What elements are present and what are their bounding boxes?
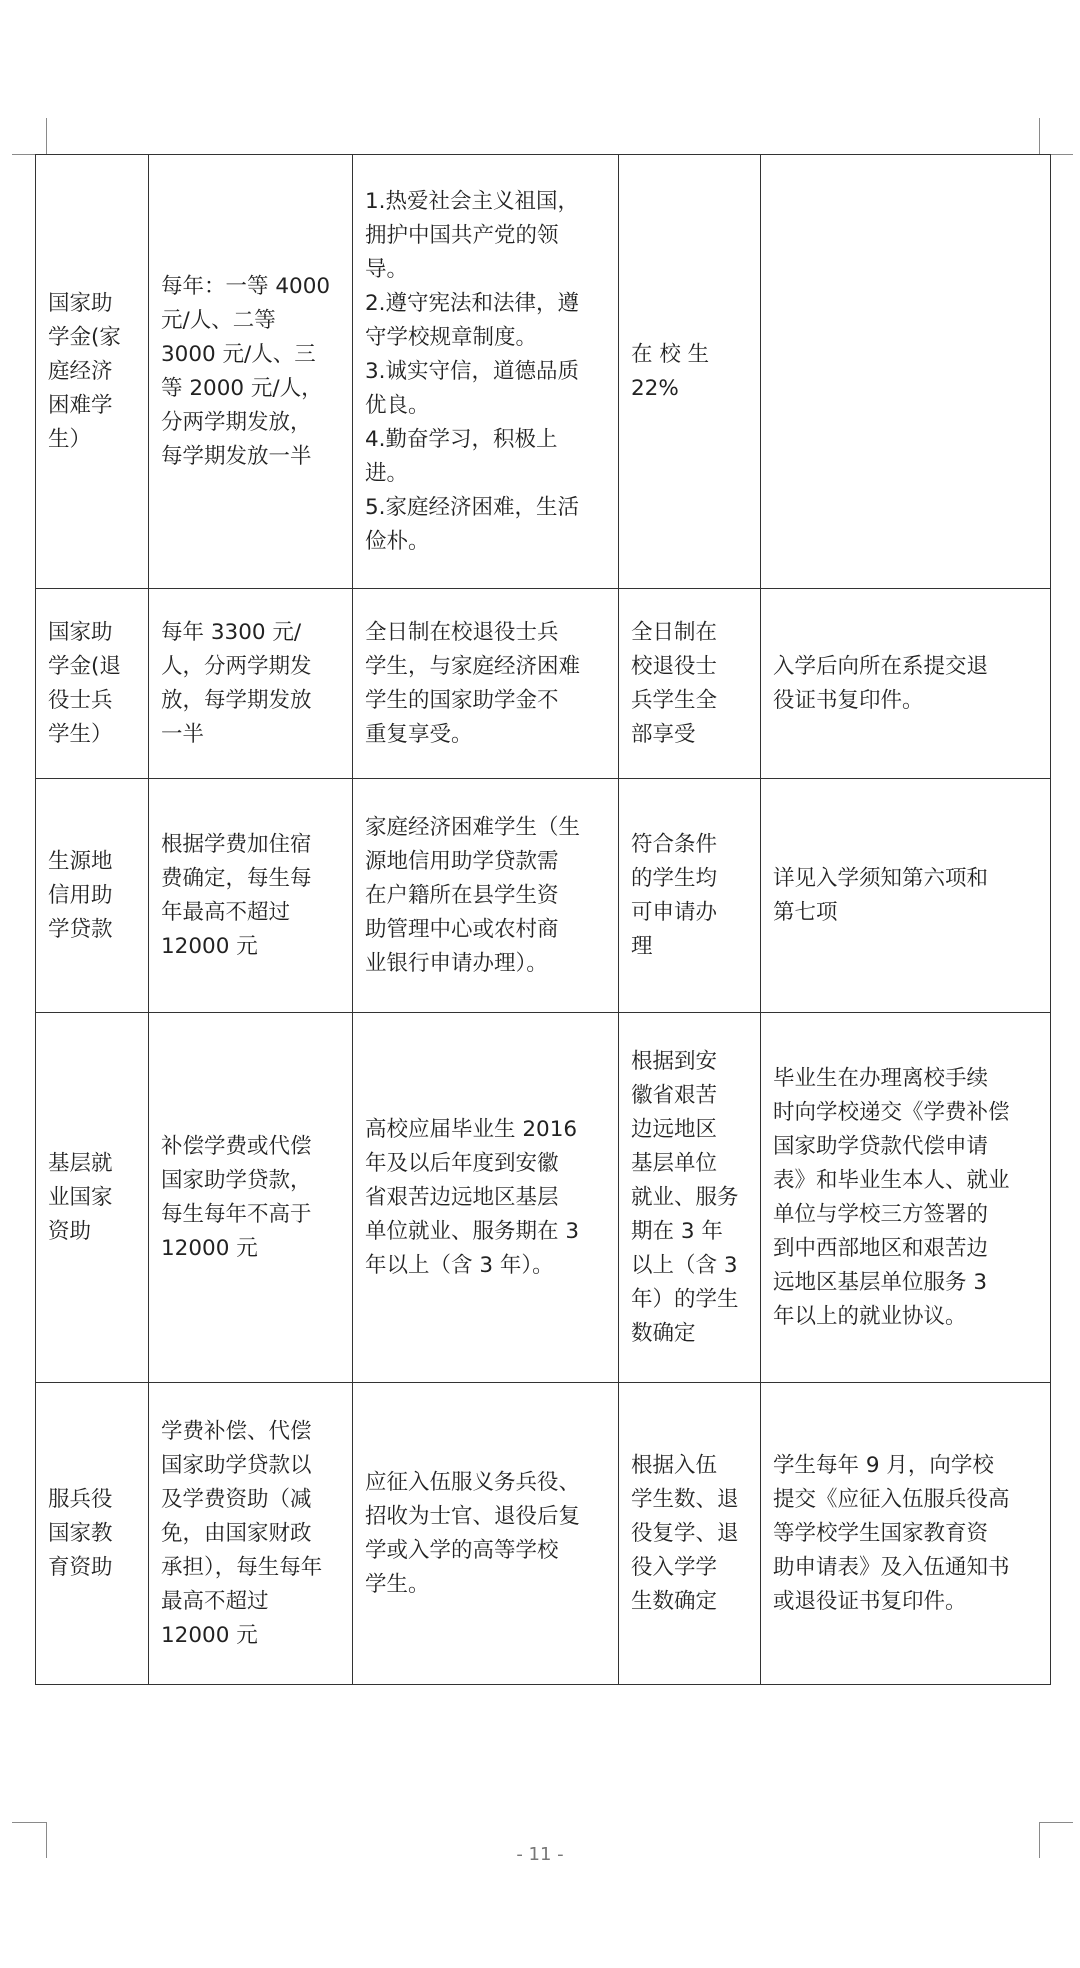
cell-line: 到中西部地区和艰苦边: [773, 1235, 989, 1261]
cell-line: 守学校规章制度。: [365, 324, 538, 350]
cell-line: 以上（含 3: [631, 1252, 738, 1278]
aid-name-cell: [36, 1013, 149, 1383]
cell-line: 拥护中国共产党的领: [365, 222, 559, 248]
cell-line: 国家助学贷款以: [161, 1452, 312, 1478]
cell-line: 信用助: [48, 882, 113, 908]
cell-line: 学生。: [365, 1571, 430, 1597]
cell-line: 补偿学费或代偿: [161, 1133, 312, 1159]
cell-line: 或退役证书复印件。: [773, 1588, 967, 1614]
cell-line: 进。: [365, 460, 409, 486]
cell-line: 校退役士: [631, 653, 718, 679]
cell-line: 导。: [365, 256, 409, 282]
cell-line: 学贷款: [48, 916, 113, 942]
cell-line: 助申请表》及入伍通知书: [773, 1554, 1010, 1580]
aid-standard-cell: [149, 155, 353, 589]
cell-line: 基层就: [48, 1150, 113, 1176]
aid-standard-cell: [149, 1013, 353, 1383]
cell-line: 3.诚实守信，道德品质: [365, 358, 580, 384]
cell-line: 详见入学须知第六项和: [773, 865, 989, 891]
aid-standard-cell: [149, 1383, 353, 1685]
aid-ratio-cell: [619, 589, 761, 779]
cell-line: 育资助: [48, 1554, 113, 1580]
cell-line: 学生的国家助学金不: [365, 687, 559, 713]
cell-line: 每学期发放一半: [161, 443, 312, 469]
cell-line: 国家助学贷款，: [161, 1167, 312, 1193]
cell-line: 的学生均: [631, 865, 718, 891]
cell-line: 元/人、二等: [161, 307, 276, 333]
cell-line: 期在 3 年: [631, 1218, 723, 1244]
cell-line: 部享受: [631, 721, 696, 747]
cell-line: 符合条件: [631, 831, 718, 857]
aid-name-cell: [36, 155, 149, 589]
cell-line: 俭朴。: [365, 528, 430, 554]
cell-line: 人，分两学期发: [161, 653, 312, 679]
cell-line: 2.遵守宪法和法律，遵: [365, 290, 580, 316]
cell-line: 学金(退: [48, 653, 121, 679]
cell-line: 优良。: [365, 392, 430, 418]
cell-line: 助管理中心或农村商: [365, 916, 559, 942]
cell-line: 徽省艰苦: [631, 1082, 718, 1108]
crop-mark-top-left-v: [46, 118, 47, 154]
cell-line: 重复享受。: [365, 721, 473, 747]
aid-name-cell: [36, 1383, 149, 1685]
cell-line: 入学后向所在系提交退: [773, 653, 989, 679]
aid-note-cell: [761, 1013, 1051, 1383]
cell-line: 第七项: [773, 899, 838, 925]
cell-line: 理: [631, 933, 653, 959]
aid-ratio-cell: [619, 779, 761, 1013]
cell-line: 省艰苦边远地区基层: [365, 1184, 559, 1210]
cell-line: 就业、服务: [631, 1184, 739, 1210]
aid-condition-cell: [353, 155, 619, 589]
cell-line: 学金(家: [48, 324, 121, 350]
cell-line: 生）: [48, 426, 92, 452]
cell-line: 每年 3300 元/: [161, 619, 302, 645]
cell-line: 全日制在校退役士兵: [365, 619, 559, 645]
aid-standard-cell: [149, 589, 353, 779]
aid-note-cell: [761, 1383, 1051, 1685]
cell-line: 根据入伍: [631, 1452, 718, 1478]
cell-line: 庭经济: [48, 358, 113, 384]
cell-line: 高校应届毕业生 2016: [365, 1116, 578, 1142]
cell-line: 及学费资助（减: [161, 1486, 312, 1512]
cell-line: 一半: [161, 721, 205, 747]
aid-note-cell: [761, 589, 1051, 779]
table-row: [36, 1013, 1051, 1383]
cell-line: 国家教: [48, 1520, 113, 1546]
cell-line: 年最高不超过: [161, 899, 291, 925]
cell-line: 每生每年不高于: [161, 1201, 312, 1227]
cell-line: 全日制在: [631, 619, 718, 645]
cell-line: 最高不超过: [161, 1588, 269, 1614]
cell-line: 学或入学的高等学校: [365, 1537, 559, 1563]
aid-ratio-cell: [619, 1383, 761, 1685]
cell-line: 远地区基层单位服务 3: [773, 1269, 988, 1295]
cell-line: 单位与学校三方签署的: [773, 1201, 989, 1227]
cell-line: 役复学、退: [631, 1520, 739, 1546]
cell-line: 免，由国家财政: [161, 1520, 312, 1546]
cell-line: 3000 元/人、三: [161, 341, 316, 367]
cell-line: 学生）: [48, 721, 113, 747]
table-row: [36, 1383, 1051, 1685]
cell-line: 边远地区: [631, 1116, 718, 1142]
cell-line: 根据到安: [631, 1048, 718, 1074]
table-row: [36, 779, 1051, 1013]
cell-line: 基层单位: [631, 1150, 718, 1176]
aid-note-cell: [761, 155, 1051, 589]
cell-line: 时向学校递交《学费补偿: [773, 1099, 1010, 1125]
cell-line: 学费补偿、代偿: [161, 1418, 312, 1444]
cell-line: 服兵役: [48, 1486, 113, 1512]
cell-line: 家庭经济困难学生（生: [365, 814, 581, 840]
cell-line: 分两学期发放，: [161, 409, 312, 435]
cell-line: 生源地: [48, 848, 113, 874]
cell-line: 在户籍所在县学生资: [365, 882, 559, 908]
cell-line: 根据学费加住宿: [161, 831, 312, 857]
cell-line: 年以上的就业协议。: [773, 1303, 967, 1329]
cell-line: 年及以后年度到安徽: [365, 1150, 559, 1176]
aid-condition-cell: [353, 779, 619, 1013]
aid-condition-cell: [353, 1013, 619, 1383]
aid-condition-cell: [353, 1383, 619, 1685]
cell-line: 应征入伍服义务兵役、: [365, 1469, 581, 1495]
cell-line: 资助: [48, 1218, 92, 1244]
cell-line: 年以上（含 3 年）。: [365, 1252, 554, 1278]
cell-line: 5.家庭经济困难，生活: [365, 494, 580, 520]
cell-line: 12000 元: [161, 1622, 258, 1648]
cell-line: 提交《应征入伍服兵役高: [773, 1486, 1010, 1512]
crop-mark-bottom-left-h: [12, 1822, 46, 1823]
cell-line: 费确定，每生每: [161, 865, 312, 891]
table-row: [36, 155, 1051, 589]
cell-line: 放，每学期发放: [161, 687, 312, 713]
cell-line: 1.热爱社会主义祖国，: [365, 188, 580, 214]
cell-line: 等学校学生国家教育资: [773, 1520, 989, 1546]
cell-line: 每年：一等 4000: [161, 273, 331, 299]
cell-line: 毕业生在办理离校手续: [773, 1065, 989, 1091]
cell-line: 年）的学生: [631, 1286, 739, 1312]
cell-line: 22%: [631, 375, 679, 401]
cell-line: 学生数、退: [631, 1486, 739, 1512]
page-number: - 11 -: [516, 1844, 564, 1865]
cell-line: 国家助学贷款代偿申请: [773, 1133, 989, 1159]
aid-ratio-cell: [619, 155, 761, 589]
cell-line: 役入学学: [631, 1554, 718, 1580]
cell-line: 在 校 生: [631, 341, 710, 367]
cell-line: 12000 元: [161, 933, 258, 959]
cell-line: 学生，与家庭经济困难: [365, 653, 581, 679]
cell-line: 表》和毕业生本人、就业: [773, 1167, 1010, 1193]
aid-ratio-cell: [619, 1013, 761, 1383]
cell-line: 困难学: [48, 392, 113, 418]
aid-standard-cell: [149, 779, 353, 1013]
aid-condition-cell: [353, 589, 619, 779]
cell-line: 招收为士官、退役后复: [365, 1503, 581, 1529]
cell-line: 业国家: [48, 1184, 113, 1210]
cell-line: 学生每年 9 月，向学校: [773, 1452, 994, 1478]
aid-note-cell: [761, 779, 1051, 1013]
cell-line: 役士兵: [48, 687, 113, 713]
cell-line: 业银行申请办理）。: [365, 950, 548, 976]
cell-line: 兵学生全: [631, 687, 718, 713]
cell-line: 等 2000 元/人，: [161, 375, 323, 401]
cell-line: 国家助: [48, 619, 113, 645]
student-aid-table: [35, 154, 1051, 1685]
cell-line: 4.勤奋学习，积极上: [365, 426, 558, 452]
cell-line: 生数确定: [631, 1588, 718, 1614]
cell-line: 数确定: [631, 1320, 696, 1346]
cell-line: 国家助: [48, 290, 113, 316]
cell-line: 12000 元: [161, 1235, 258, 1261]
cell-line: 役证书复印件。: [773, 687, 924, 713]
cell-line: 可申请办: [631, 899, 718, 925]
table-row: [36, 589, 1051, 779]
cell-line: 单位就业、服务期在 3: [365, 1218, 580, 1244]
cell-line: 源地信用助学贷款需: [365, 848, 559, 874]
aid-name-cell: [36, 779, 149, 1013]
aid-name-cell: [36, 589, 149, 779]
crop-mark-top-right-v: [1039, 118, 1040, 154]
cell-line: 承担），每生每年: [161, 1554, 323, 1580]
crop-mark-bottom-right-h: [1039, 1822, 1073, 1823]
